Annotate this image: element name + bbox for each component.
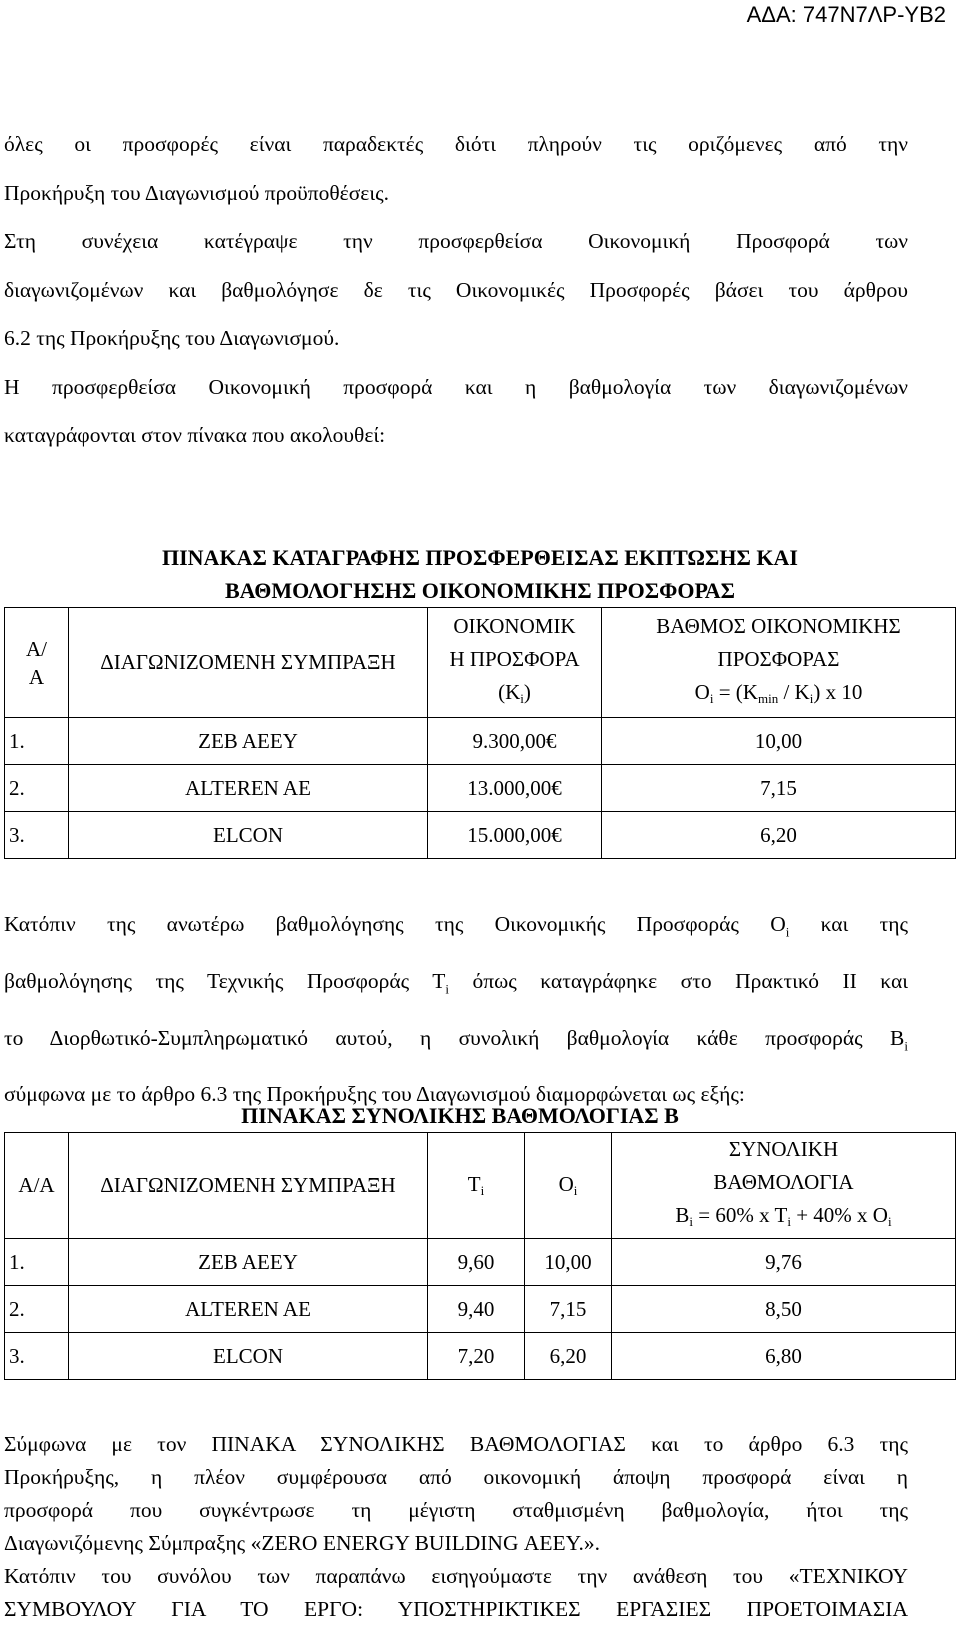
t-cell: 7,20 bbox=[428, 1333, 525, 1380]
intro-line: Η προσφερθείσα Οικονομική προσφορά και η βαθμολογία των διαγωνιζομένων bbox=[4, 374, 908, 399]
table1-caption-line2: ΒΑΘΜΟΛΟΓΗΣΗΣ ΟΙΚΟΝΟΜΙΚΗΣ ΠΡΟΣΦΟΡΑΣ bbox=[224, 578, 736, 603]
intro-line: καταγράφονται στον πίνακα που ακολουθεί: bbox=[4, 423, 386, 447]
offer-cell: 13.000,00€ bbox=[428, 765, 602, 812]
middle-line: σύμφωνα με το άρθρο 6.3 της Προκήρυξης του Διαγωνισμού διαμορφώνεται ως εξής: bbox=[4, 1082, 745, 1107]
offer-cell: 9.300,00€ bbox=[428, 718, 602, 765]
table-row bbox=[5, 1286, 956, 1333]
middle-line: το Διορθωτικό-Συμπληρωματικό αυτού, η συνολική βαθμολογία κάθε προσφοράς $B_i$ bbox=[4, 1025, 908, 1053]
b-cell: 8,50 bbox=[612, 1286, 956, 1333]
offer-score-table bbox=[4, 607, 956, 859]
conclusion-line: Σύμφωνα με τον ΠΙΝΑΚΑ ΣΥΝΟΛΙΚΗΣ ΒΑΘΜΟΛΟΓΙΑΣ και το άρθρο 6.3 της bbox=[4, 1432, 908, 1456]
score-cell: 10,00 bbox=[602, 718, 956, 765]
aa-header: Α/ Α bbox=[5, 608, 69, 718]
aa-cell: 1. bbox=[5, 1239, 69, 1286]
intro-line: όλες οι προσφορές είναι παραδεκτές διότι πληρούν τις οριζόμενες από την bbox=[4, 132, 908, 156]
middle-paragraph bbox=[4, 900, 908, 1119]
team-header: ΔΙΑΓΩΝΙΖΟΜΕΝΗ ΣΥΜΠΡΑΞΗ bbox=[69, 608, 428, 718]
middle-line: Κατόπιν της ανωτέρω βαθμολόγησης της Οικονομικής Προσφοράς $O_i$ και της bbox=[4, 912, 909, 940]
intro-line: Στη συνέχεια κατέγραψε την προσφερθείσα Οικονομική Προσφορά των bbox=[4, 229, 908, 253]
conclusion-line: Διαγωνιζόμενης Σύμπραξης «ZERO ENERGY BUILDING ΑΕΕΥ.». bbox=[4, 1531, 601, 1555]
intro-line: διαγωνιζομένων και βαθμολόγησε δε τις Οικονομικές Προσφορές βάσει του άρθρου bbox=[4, 277, 908, 302]
aa-cell: 1. bbox=[5, 718, 69, 765]
score-cell: 7,15 bbox=[602, 765, 956, 812]
table-row bbox=[5, 718, 956, 765]
score-header: ΒΑΘΜΟΣ ΟΙΚΟΝΟΜΙΚΗΣ ΠΡΟΣΦΟΡΑΣ $O_i = (K_{min} / K_i)$ x 10 bbox=[602, 608, 956, 718]
aa-cell: 3. bbox=[5, 812, 69, 859]
team-cell: ALTEREN AE bbox=[69, 1286, 428, 1333]
conclusion-line: ΣΥΜΒΟΥΛΟΥ ΓΙΑ ΤΟ ΕΡΓΟ: ΥΠΟΣΤΗΡΙΚΤΙΚΕΣ ΕΡΓΑΣΙΕΣ ΠΡΟΕΤΟΙΜΑΣΙΑ bbox=[4, 1597, 908, 1621]
total-header: ΣΥΝΟΛΙΚΗ ΒΑΘΜΟΛΟΓΙΑ $B_i = 60\%$ x $T_i + 40\%$ x $O_i$ bbox=[612, 1133, 956, 1239]
table-header-row bbox=[5, 608, 956, 718]
team-cell: ALTEREN AE bbox=[69, 765, 428, 812]
offer-header: ΟΙΚΟΝΟΜΙΚ Η ΠΡΟΣΦΟΡΑ $(K_i)$ bbox=[428, 608, 602, 718]
aa-header: Α/Α bbox=[5, 1133, 69, 1239]
intro-paragraph bbox=[4, 120, 908, 460]
b-cell: 9,76 bbox=[612, 1239, 956, 1286]
team-cell: ELCON bbox=[69, 1333, 428, 1380]
conclusion-paragraph bbox=[4, 1428, 908, 1626]
table1-caption-line1: ΠΙΝΑΚΑΣ ΚΑΤΑΓΡΑΦΗΣ ΠΡΟΣΦΕΡΘΕΙΣΑΣ ΕΚΠΤΩΣΗΣ ΚΑΙ bbox=[162, 545, 798, 570]
aa-cell: 2. bbox=[5, 1286, 69, 1333]
aa-cell: 3. bbox=[5, 1333, 69, 1380]
team-cell: ΖΕΒ ΑΕΕΥ bbox=[69, 1239, 428, 1286]
ada-code: ΑΔΑ: 747Ν7ΛΡ-ΥΒ2 bbox=[746, 2, 946, 27]
intro-line: 6.2 της Προκήρυξης του Διαγωνισμού. bbox=[4, 326, 340, 350]
o-cell: 7,15 bbox=[525, 1286, 612, 1333]
t-cell: 9,60 bbox=[428, 1239, 525, 1286]
score-cell: 6,20 bbox=[602, 812, 956, 859]
o-header: $O_i$ bbox=[525, 1133, 612, 1239]
intro-line: Προκήρυξη του Διαγωνισμού προϋποθέσεις. bbox=[4, 180, 390, 205]
o-cell: 10,00 bbox=[525, 1239, 612, 1286]
offer-cell: 15.000,00€ bbox=[428, 812, 602, 859]
table-row bbox=[5, 1333, 956, 1380]
table-row bbox=[5, 1239, 956, 1286]
conclusion-line: προσφορά που συγκέντρωσε τη μέγιστη σταθμισμένη βαθμολογία, ήτοι της bbox=[4, 1498, 908, 1522]
conclusion-line: Προκήρυξης, η πλέον συμφέρουσα από οικονομική άποψη προσφορά είναι η bbox=[4, 1465, 908, 1489]
table2-caption: ΠΙΝΑΚΑΣ ΣΥΝΟΛΙΚΗΣ ΒΑΘΜΟΛΟΓΙΑΣ Β bbox=[241, 1103, 679, 1128]
t-cell: 9,40 bbox=[428, 1286, 525, 1333]
team-cell: ELCON bbox=[69, 812, 428, 859]
t-header: $T_i$ bbox=[428, 1133, 525, 1239]
conclusion-line: Κατόπιν του συνόλου των παραπάνω εισηγούμαστε την ανάθεση του «ΤΕΧΝΙΚΟΥ bbox=[4, 1564, 908, 1588]
middle-line: βαθμολόγησης της Τεχνικής Προσφοράς $T_i$ όπως καταγράφηκε στο Πρακτικό ΙΙ και bbox=[4, 968, 908, 997]
b-cell: 6,80 bbox=[612, 1333, 956, 1380]
table-row bbox=[5, 765, 956, 812]
team-cell: ΖΕΒ ΑΕΕΥ bbox=[69, 718, 428, 765]
aa-cell: 2. bbox=[5, 765, 69, 812]
o-cell: 6,20 bbox=[525, 1333, 612, 1380]
table-row bbox=[5, 812, 956, 859]
total-score-table bbox=[4, 1132, 956, 1380]
team-header: ΔΙΑΓΩΝΙΖΟΜΕΝΗ ΣΥΜΠΡΑΞΗ bbox=[69, 1133, 428, 1239]
table-header-row bbox=[5, 1133, 956, 1239]
